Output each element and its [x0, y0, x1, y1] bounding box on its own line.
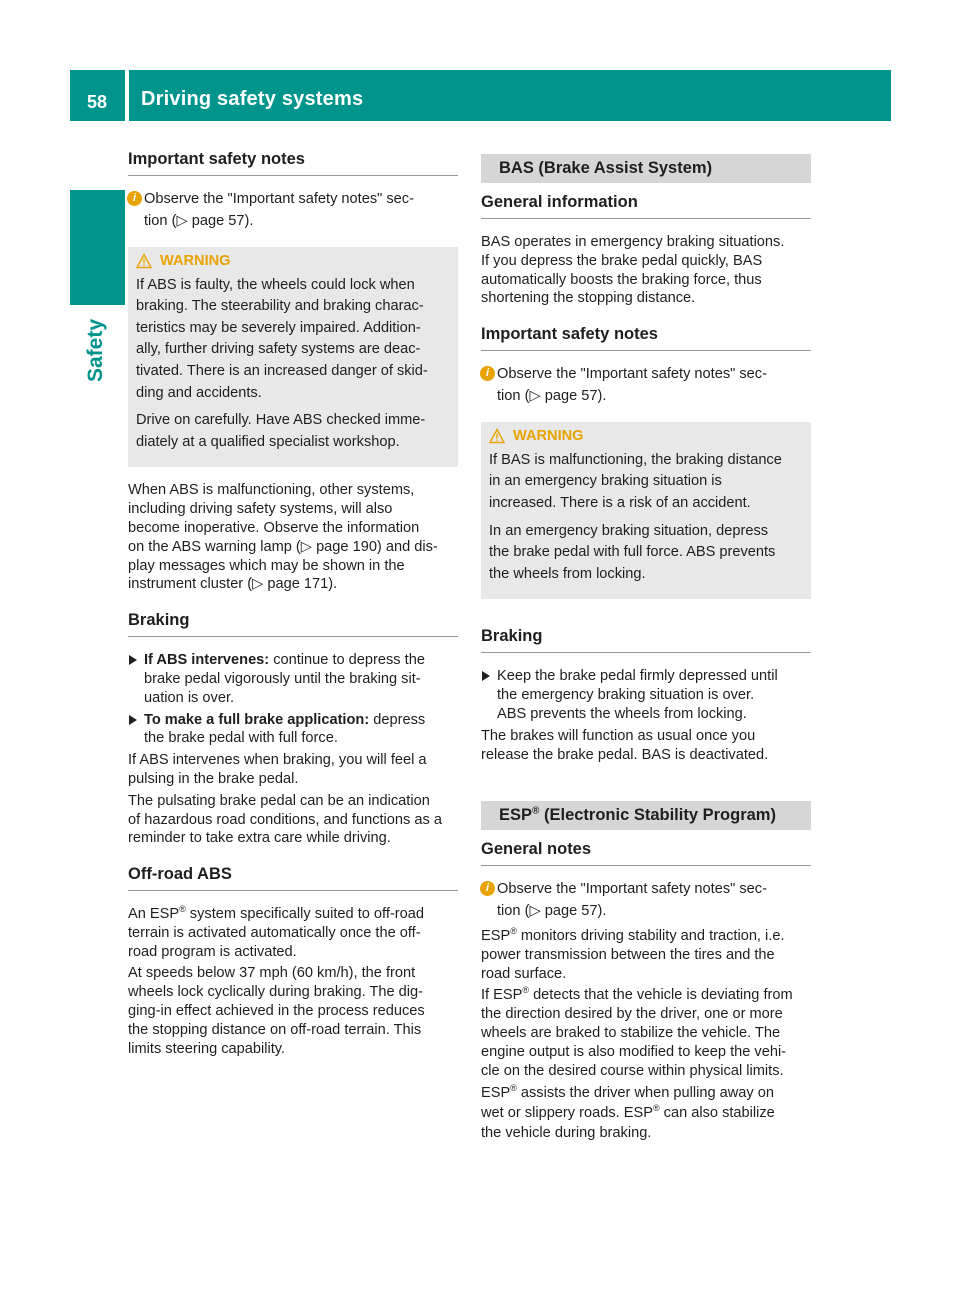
section-label: Safety — [84, 318, 107, 382]
section-marker — [70, 190, 125, 305]
heading-important-safety-notes: Important safety notes — [481, 325, 811, 351]
warning-box — [481, 422, 811, 600]
warning-label: WARNING — [160, 252, 231, 269]
heading-general-notes: General notes — [481, 840, 811, 866]
heading-general-information: General information — [481, 193, 811, 219]
bas-paragraph: BAS operates in emergency braking situations. If you depress the brake pedal quickly, BAS automatically boosts the braking force, thus shortening the stopping distance. — [481, 234, 785, 307]
chapter-title: Driving safety systems — [141, 88, 364, 110]
step-item: To make a full brake application: depress the brake pedal with full force. — [128, 711, 458, 749]
heading-braking: Braking — [128, 611, 458, 637]
esp-assist-paragraph: ESP® assists the driver when pulling away on wet or slippery roads. ESP® can also stabilize the vehicle during braking. — [481, 1083, 775, 1142]
brakes-paragraph: The brakes will function as usual once you release the brake pedal. BAS is deactivated. — [481, 727, 769, 763]
warning-text-1: If BAS is malfunctioning, the braking distance in an emergency braking situation is increased. There is a risk of an accident. — [489, 451, 782, 511]
warning-text-2: In an emergency braking situation, depress the brake pedal with full force. ABS prevents the wheels from locking. — [489, 522, 776, 582]
warning-title — [136, 253, 450, 269]
heading-braking: Braking — [481, 627, 811, 653]
heading-bas: BAS (Brake Assist System) — [481, 154, 811, 183]
page-number-box — [70, 70, 125, 121]
esp-detect-paragraph: If ESP® detects that the vehicle is deviating from the direction desired by the driver, one or more wheels are braked to stabilize the vehicle. The engine output is also modified to keep the vehi- cle on the desired course within physical limits. — [481, 985, 793, 1079]
offroad-paragraph: An ESP® system specifically suited to off-road terrain is activated automatically once the off- road program is activated. — [128, 904, 424, 960]
heading-offroad-abs: Off-road ABS — [128, 865, 458, 891]
info-note: i Observe the "Important safety notes" sec- tion (▷ page 57). — [481, 365, 811, 406]
step-item: Keep the brake pedal firmly depressed until the emergency braking situation is over. ABS prevents the wheels from locking. — [481, 667, 811, 723]
warning-triangle-icon — [136, 253, 152, 269]
info-note: i Observe the "Important safety notes" sec- tion (▷ page 57). — [481, 880, 811, 921]
indication-paragraph: The pulsating brake pedal can be an indication of hazardous road conditions, and functions as a reminder to take extra care while driving. — [128, 792, 442, 847]
info-icon: i — [127, 191, 142, 206]
warning-triangle-icon — [489, 428, 505, 444]
esp-monitor-paragraph: ESP® monitors driving stability and traction, i.e. power transmission between the tires and the road surface. — [481, 926, 785, 982]
warning-box — [128, 247, 458, 468]
warning-label: WARNING — [513, 427, 584, 444]
arrow-step-icon — [482, 671, 490, 681]
info-note — [128, 190, 458, 231]
left-column — [128, 150, 458, 1061]
info-icon: i — [480, 881, 495, 896]
warning-text-1: If ABS is faulty, the wheels could lock when braking. The steerability and braking charac- teristics may be severely impaired. Addition- ally, further driving safety systems are deac- tivated. There is an increased danger of skid- ding and accidents. — [136, 276, 428, 401]
page-number: 58 — [87, 92, 108, 112]
info-line-2: tion (▷ page 57). — [144, 212, 254, 229]
right-column — [481, 154, 811, 1146]
arrow-step-icon — [129, 715, 137, 725]
warning-title — [489, 428, 803, 444]
heading-important-safety-notes: Important safety notes — [128, 150, 458, 176]
heading-esp: ESP® (Electronic Stability Program) — [481, 801, 811, 830]
abs-malfunction-paragraph: When ABS is malfunctioning, other systems, including driving safety systems, will also become inoperative. Observe the information on the ABS warning lamp (▷ page 190) and dis- play messages which may be shown in the instrument cluster (▷ page 171). — [128, 482, 438, 593]
speed-paragraph: At speeds below 37 mph (60 km/h), the front wheels lock cyclically during braking. The dig- ging-in effect achieved in the process reduces the stopping distance on off-road terrain. This limits steering capability. — [128, 965, 425, 1057]
chapter-header — [129, 70, 891, 121]
info-line-1: Observe the "Important safety notes" sec- — [144, 191, 414, 207]
arrow-step-icon — [129, 655, 137, 665]
warning-text-2: Drive on carefully. Have ABS checked imme- diately at a qualified specialist workshop. — [136, 412, 426, 450]
pulsing-paragraph: If ABS intervenes when braking, you will feel a pulsing in the brake pedal. — [128, 752, 427, 787]
info-icon: i — [480, 366, 495, 381]
step-item: If ABS intervenes: continue to depress the brake pedal vigorously until the braking sit- uation is over. — [128, 651, 458, 707]
